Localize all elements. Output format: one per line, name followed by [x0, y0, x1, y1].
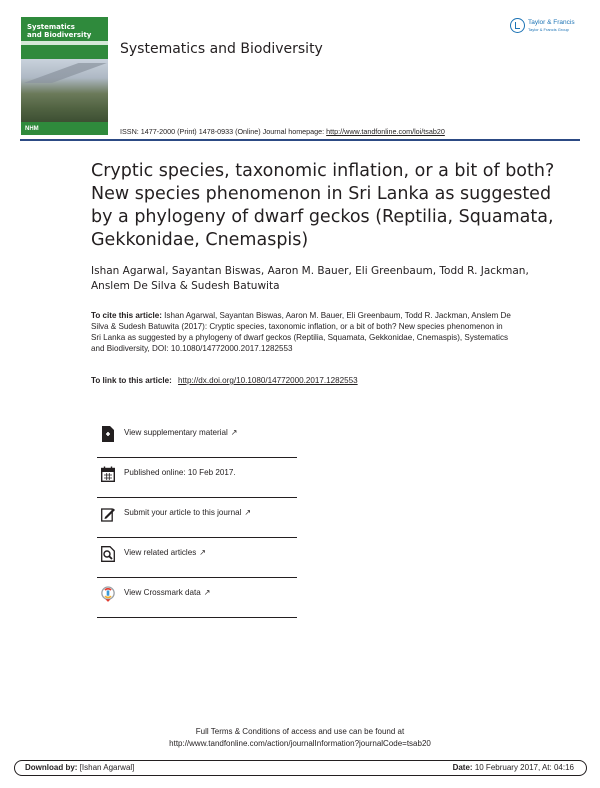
publisher-logo-text: Taylor & Francis — [528, 19, 575, 26]
pencil-icon — [101, 506, 115, 522]
article-link-label: To link to this article: — [91, 376, 172, 385]
external-link-icon: ↗ — [230, 428, 238, 437]
download-info-bar — [14, 760, 587, 776]
download-date — [453, 763, 574, 772]
published-online-info — [97, 458, 297, 498]
article-title: Cryptic species, taxonomic inflation, or a bit of both? New species phenomenon in Sri Lanka as suggested by a phylogeny of dwarf geckos (Reptilia, Squamata, Gekkonidae, Cnemaspis) — [91, 161, 555, 250]
external-link-icon: ↗ — [203, 588, 211, 597]
journal-homepage-link[interactable]: http://www.tandfonline.com/loi/tsab20 — [326, 127, 445, 136]
action-label: Published online: 10 Feb 2017. — [124, 468, 236, 477]
view-supplementary-material-link[interactable] — [97, 418, 297, 458]
publisher-logo[interactable] — [510, 16, 582, 38]
terms-line: Full Terms & Conditions of access and use can be found at — [195, 727, 405, 736]
publisher-logo-subtext: Taylor & Francis Group — [528, 27, 569, 32]
article-doi-link[interactable]: http://dx.doi.org/10.1080/14772000.2017.1282553 — [178, 376, 358, 385]
journal-cover — [21, 17, 108, 135]
publisher-logo-icon — [510, 18, 525, 33]
citation-block — [91, 310, 511, 354]
download-date-value: 10 February 2017, At: 04:16 — [474, 763, 574, 772]
downloaded-by-value: [Ishan Agarwal] — [79, 763, 135, 772]
document-plus-icon — [101, 426, 115, 442]
action-label: View related articles — [124, 548, 197, 557]
terms-notice — [0, 726, 600, 750]
citation-label: To cite this article: — [91, 311, 162, 320]
calendar-icon — [101, 466, 115, 482]
cover-footer-logo: NHM — [25, 126, 39, 132]
action-label: View supplementary material — [124, 428, 228, 437]
cover-title: Systematics and Biodiversity — [27, 23, 92, 39]
action-label: Submit your article to this journal — [124, 508, 242, 517]
downloaded-by — [25, 763, 134, 772]
magnifier-icon — [101, 546, 115, 562]
article-authors: Ishan Agarwal, Sayantan Biswas, Aaron M. Bauer, Eli Greenbaum, Todd R. Jackman, Anslem De Silva & Sudesh Batuwita — [91, 265, 529, 292]
external-link-icon: ↗ — [244, 508, 252, 517]
external-link-icon: ↗ — [199, 548, 206, 557]
download-date-label: Date: — [452, 763, 473, 772]
cover-mountain-shape — [21, 63, 108, 83]
journal-name: Systematics and Biodiversity — [120, 41, 323, 57]
header-rule — [20, 139, 580, 141]
citation-doi[interactable]: 10.1080/14772000.2017.1282553 — [170, 344, 293, 353]
downloaded-by-label: Download by: — [25, 763, 78, 772]
view-related-articles-link[interactable] — [97, 538, 297, 578]
crossmark-icon — [101, 586, 115, 602]
submit-article-link[interactable] — [97, 498, 297, 538]
action-label: View Crossmark data — [124, 588, 201, 597]
cover-strip — [21, 41, 108, 45]
citation-text: Ishan Agarwal, Sayantan Biswas, Aaron M. Bauer, Eli Greenbaum, Todd R. Jackman, Anslem De Silva & Sudesh Batuwita (2017): Cryptic species, taxonomic inflation, or a bit of both? New species phenomenon in Sri Lanka as suggested by a phylogeny of dwarf geckos (Reptilia, Squamata, Gekkonidae, Cnemaspis), Systematics and Biodiversity, DOI: — [91, 311, 511, 353]
article-link-line — [91, 376, 358, 385]
view-crossmark-link[interactable] — [97, 578, 297, 618]
terms-url-link[interactable]: http://www.tandfonline.com/action/journalInformation?journalCode=tsab20 — [169, 739, 431, 748]
issn-line — [120, 127, 445, 136]
issn-text: ISSN: 1477-2000 (Print) 1478-0933 (Online) Journal homepage: — [120, 127, 325, 136]
